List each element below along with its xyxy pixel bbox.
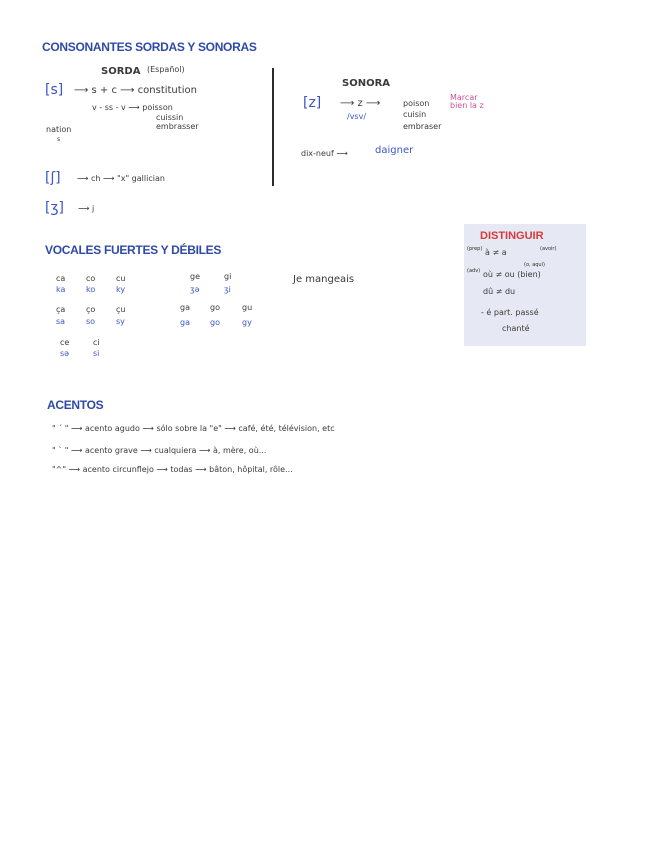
sonora-note-1: Marcar: [450, 93, 478, 102]
acento-agudo-line: " ´ " ⟶ acento agudo ⟶ sólo sobre la "e" ⟶ café, été, télévision, etc: [52, 424, 335, 433]
distinguir-l5: chanté: [502, 324, 530, 333]
acento-circunflejo-line: "^" ⟶ acento circunflejo ⟶ todas ⟶ bâton, hôpital, rôle...: [52, 465, 293, 474]
v-r2-ipa-1: sa: [56, 317, 66, 326]
sorda-label: SORDA: [101, 66, 141, 77]
distinguir-l4: - é part. passé: [481, 308, 539, 317]
sh-rule: ⟶ ch ⟶ "x" gallician: [77, 174, 165, 183]
z-word-1: poison: [403, 99, 430, 108]
sonora-ipa: /vsv/: [347, 112, 367, 121]
g-r1-gi: gi: [224, 272, 232, 281]
v-r2-ipa-3: sy: [116, 317, 125, 326]
distinguir-title: DISTINGUIR: [480, 230, 544, 242]
dix-neuf: dix-neuf ⟶: [301, 149, 348, 158]
distinguir-l2-pre: (adv): [467, 268, 481, 274]
v-r1-ipa-1: ka: [56, 285, 66, 294]
column-divider: [272, 68, 274, 186]
nation-word: nation: [46, 125, 72, 134]
g-r2-gu: gu: [242, 303, 253, 312]
example-sentence: Je mangeais: [293, 274, 355, 285]
v-rule: v - ss - v ⟶ poisson: [92, 103, 173, 112]
section-title-vocales: VOCALES FUERTES Y DÉBILES: [45, 243, 222, 257]
g-r1-ipa-2: ʒi: [224, 285, 231, 294]
v-r3-ipa-1: sə: [60, 349, 70, 358]
g-r2-ga: ga: [180, 303, 190, 312]
sh-symbol: [ʃ]: [45, 170, 61, 186]
z-word-3: embraser: [403, 122, 442, 131]
distinguir-l3: dû ≠ du: [483, 287, 516, 296]
sorda-note: (Español): [147, 65, 185, 74]
sonora-label: SONORA: [342, 78, 391, 89]
v-r2-ca: ça: [56, 305, 66, 314]
s-symbol: [s]: [45, 82, 64, 98]
distinguir-l1: à ≠ a: [485, 248, 507, 257]
v-r3-ipa-2: si: [93, 349, 100, 358]
distinguir-l1-pre: (prep): [467, 246, 483, 252]
g-r1-ge: ge: [190, 272, 200, 281]
z-word-2: cuisin: [403, 110, 427, 119]
v-word-1: cuissin: [156, 113, 184, 122]
g-r2-ipa-3: gy: [242, 318, 252, 327]
v-r1-ipa-2: ko: [86, 285, 96, 294]
v-r2-co: ço: [86, 305, 96, 314]
distinguir-l1-note: (avoir): [540, 246, 557, 252]
zh-symbol: [ʒ]: [45, 200, 65, 216]
zh-rule: ⟶ j: [78, 204, 95, 213]
v-r1-ipa-3: ky: [116, 285, 126, 294]
distinguir-l2: où ≠ ou (bien): [483, 270, 541, 279]
z-symbol: [z]: [303, 95, 322, 111]
g-r1-ipa-1: ʒə: [190, 285, 200, 294]
daigner: daigner: [375, 145, 414, 156]
v-r2-cu: çu: [116, 305, 126, 314]
sonora-note-2: bien la z: [450, 101, 484, 110]
v-r1-ca: ca: [56, 274, 66, 283]
g-r2-go: go: [210, 303, 220, 312]
section-title-acentos: ACENTOS: [47, 398, 104, 412]
v-r3-ci: ci: [93, 338, 100, 347]
g-r2-ipa-2: go: [210, 318, 220, 327]
v-r1-co: co: [86, 274, 96, 283]
s-rule: ⟶ s + c ⟶ constitution: [74, 85, 197, 96]
v-word-2: embrasser: [156, 122, 199, 131]
acento-grave-line: " ` " ⟶ acento grave ⟶ cualquiera ⟶ à, mère, où...: [52, 446, 267, 455]
nation-mark: s: [57, 136, 61, 143]
section-title-consonantes: CONSONANTES SORDAS Y SONORAS: [42, 40, 257, 54]
v-r1-cu: cu: [116, 274, 126, 283]
v-r3-ce: ce: [60, 338, 70, 347]
v-r2-ipa-2: so: [86, 317, 96, 326]
g-r2-ipa-1: ga: [180, 318, 190, 327]
z-rule: ⟶ z ⟶: [340, 98, 381, 109]
distinguir-l2-note: (o, aquí): [524, 262, 545, 268]
